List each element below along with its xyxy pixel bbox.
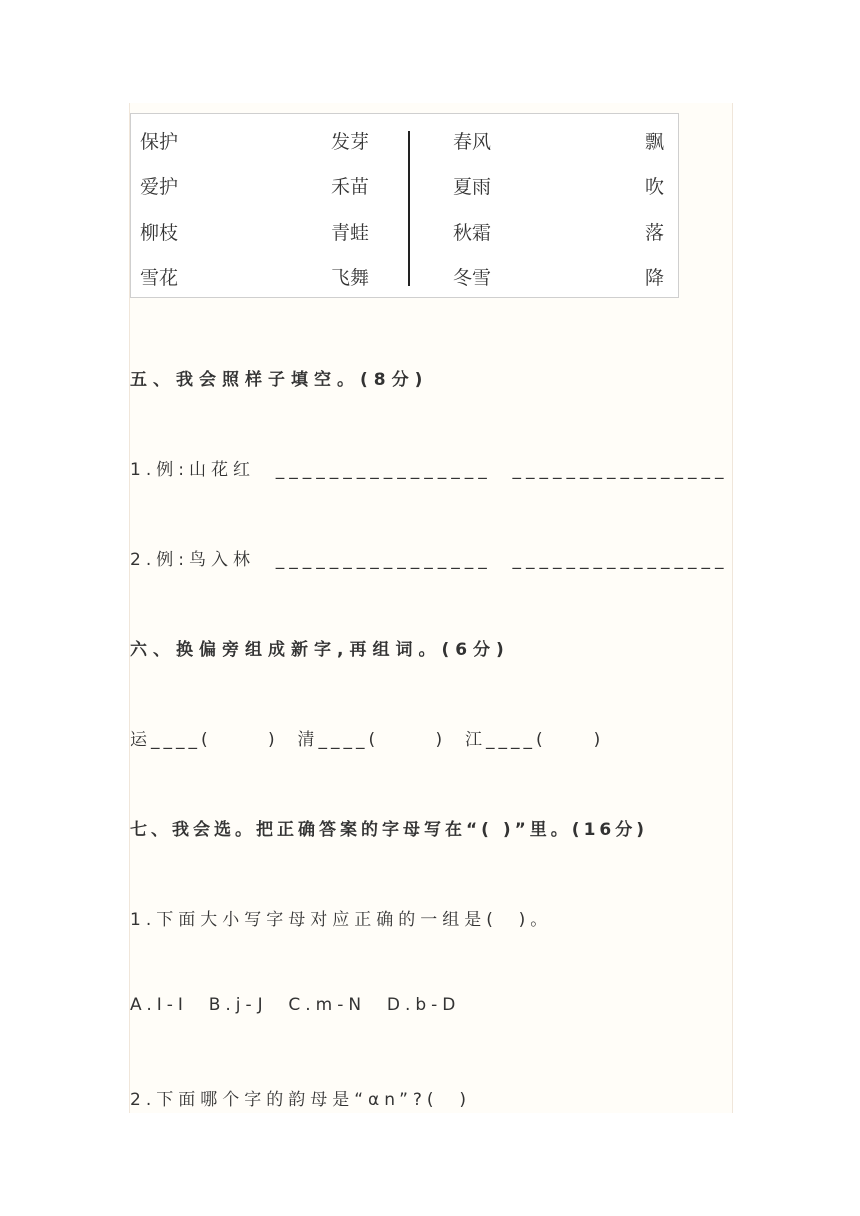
section-7-question-1-options: A.I-I B.j-J C.m-N D.b-D (130, 995, 461, 1015)
match-word: 春风 (453, 131, 492, 153)
match-word: 落 (645, 222, 665, 244)
section-7-title: 七、我会选。把正确答案的字母写在“( )”里。(16分) (130, 820, 648, 840)
match-word: 飘 (645, 131, 665, 153)
match-word: 雪花 (140, 267, 179, 289)
section-7-question-2: 2.下面哪个字的韵母是“αn”?( ) (130, 1090, 471, 1110)
match-word: 保护 (140, 131, 179, 153)
section-5-question-1: 1.例:山花红 ________________ ________________ (130, 460, 729, 480)
match-word: 夏雨 (453, 176, 492, 198)
section-5-title: 五、我会照样子填空。(8分) (130, 370, 429, 390)
word-matching-table (130, 113, 679, 298)
match-word: 爱护 (140, 176, 179, 198)
column-divider (408, 131, 410, 286)
section-6-question-line: 运____( ) 清____( ) 江____( ) (130, 730, 605, 750)
match-word: 秋霜 (453, 222, 492, 244)
section-6-title: 六、换偏旁组成新字,再组词。(6分) (130, 640, 510, 660)
match-word: 发芽 (331, 131, 370, 153)
match-word: 冬雪 (453, 267, 492, 289)
match-word: 青蛙 (331, 222, 370, 244)
section-7-question-1: 1.下面大小写字母对应正确的一组是( )。 (130, 910, 553, 930)
match-word: 柳枝 (140, 222, 179, 244)
match-word: 禾苗 (331, 176, 370, 198)
match-word: 降 (645, 267, 665, 289)
match-word: 飞舞 (331, 267, 370, 289)
section-5-question-2: 2.例:鸟入林 ________________ ________________ (130, 550, 729, 570)
match-word: 吹 (645, 176, 665, 198)
